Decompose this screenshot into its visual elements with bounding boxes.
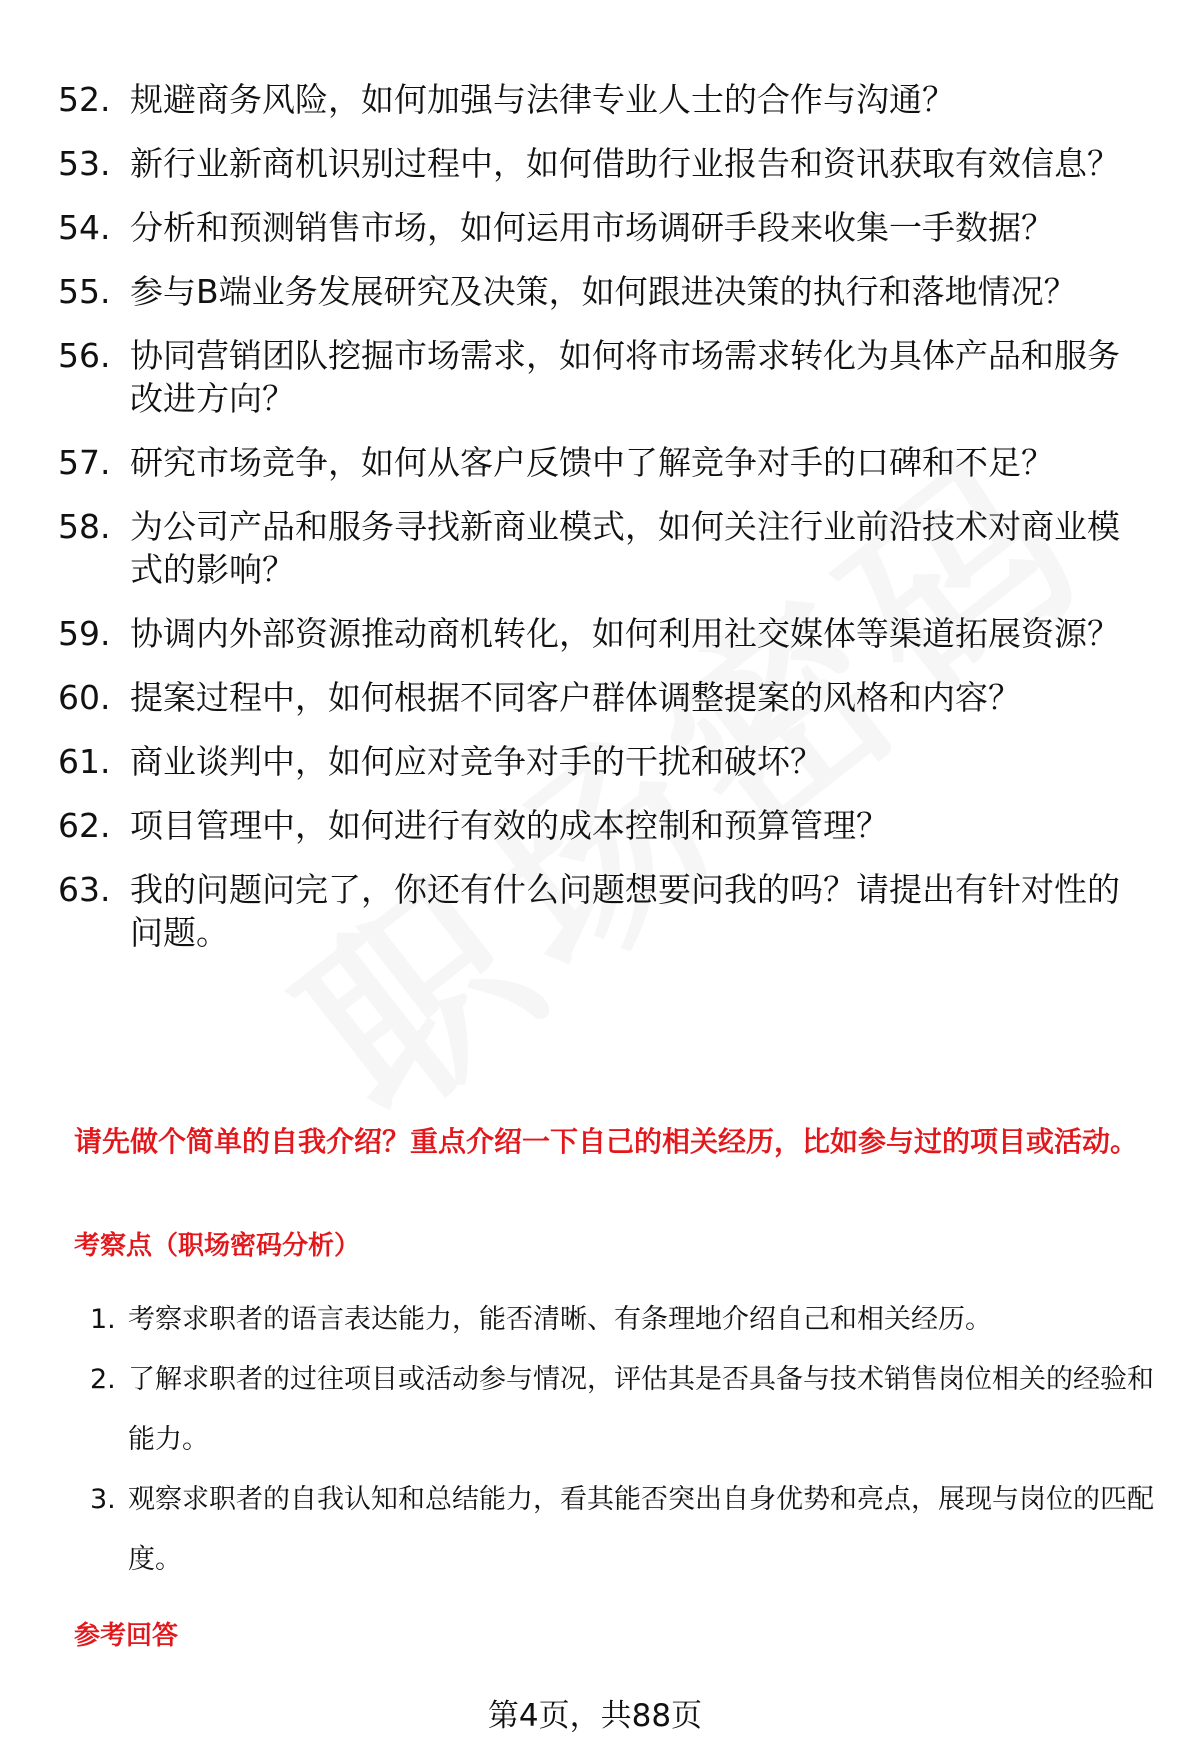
question-item	[58, 206, 1148, 249]
question-number: 52.	[58, 80, 111, 119]
question-item	[58, 868, 1148, 954]
question-number: 60.	[58, 678, 111, 717]
analysis-point-list	[90, 1290, 1160, 1590]
question-item	[58, 441, 1148, 484]
question-text: 研究市场竞争，如何从客户反馈中了解竞争对手的口碑和不足？	[130, 443, 1054, 482]
page-footer: 第4页，共88页	[487, 1698, 703, 1734]
question-number: 55.	[58, 272, 111, 311]
question-text: 分析和预测销售市场，如何运用市场调研手段来收集一手数据？	[130, 208, 1054, 247]
question-text: 项目管理中，如何进行有效的成本控制和预算管理？	[130, 806, 889, 845]
question-number: 59.	[58, 614, 111, 653]
question-text: 规避商务风险，如何加强与法律专业人士的合作与沟通？	[130, 80, 955, 119]
analysis-point	[90, 1290, 1160, 1350]
question-number: 56.	[58, 336, 111, 375]
question-item	[58, 676, 1148, 719]
question-text: 协同营销团队挖掘市场需求，如何将市场需求转化为具体产品和服务改进方向？	[130, 336, 1120, 418]
question-list	[58, 78, 1148, 975]
question-text: 商业谈判中，如何应对竞争对手的干扰和破坏？	[130, 742, 823, 781]
question-number: 57.	[58, 443, 111, 482]
question-text: 协调内外部资源推动商机转化，如何利用社交媒体等渠道拓展资源？	[130, 614, 1120, 653]
question-item	[58, 505, 1148, 591]
question-text: 为公司产品和服务寻找新商业模式，如何关注行业前沿技术对商业模式的影响？	[130, 507, 1120, 589]
point-text: 考察求职者的语言表达能力，能否清晰、有条理地介绍自己和相关经历。	[128, 1304, 992, 1335]
answer-heading: 参考回答	[74, 1621, 179, 1651]
question-item	[58, 612, 1148, 655]
analysis-heading: 考察点（职场密码分析）	[74, 1231, 361, 1261]
question-number: 53.	[58, 144, 111, 183]
point-number: 2.	[90, 1364, 116, 1395]
question-number: 54.	[58, 208, 111, 247]
question-item	[58, 804, 1148, 847]
question-number: 63.	[58, 870, 111, 909]
question-item	[58, 270, 1148, 313]
question-item	[58, 334, 1148, 420]
point-number: 3.	[90, 1484, 116, 1515]
point-text: 观察求职者的自我认知和总结能力，看其能否突出自身优势和亮点，展现与岗位的匹配度。	[128, 1484, 1154, 1575]
point-text: 了解求职者的过往项目或活动参与情况，评估其是否具备与技术销售岗位相关的经验和能力。	[128, 1364, 1154, 1455]
question-text: 提案过程中，如何根据不同客户群体调整提案的风格和内容？	[130, 678, 1021, 717]
point-number: 1.	[90, 1304, 116, 1335]
question-item	[58, 78, 1148, 121]
analysis-point	[90, 1470, 1160, 1590]
question-text: 我的问题问完了，你还有什么问题想要问我的吗？请提出有针对性的问题。	[130, 870, 1120, 952]
question-text: 参与B端业务发展研究及决策，如何跟进决策的执行和落地情况？	[130, 272, 1077, 311]
question-item	[58, 142, 1148, 185]
question-number: 62.	[58, 806, 111, 845]
question-number: 58.	[58, 507, 111, 546]
question-number: 61.	[58, 742, 111, 781]
question-text: 新行业新商机识别过程中，如何借助行业报告和资讯获取有效信息？	[130, 144, 1120, 183]
analysis-point	[90, 1350, 1160, 1470]
question-item	[58, 740, 1148, 783]
featured-question: 请先做个简单的自我介绍？重点介绍一下自己的相关经历，比如参与过的项目或活动。	[74, 1125, 1139, 1158]
